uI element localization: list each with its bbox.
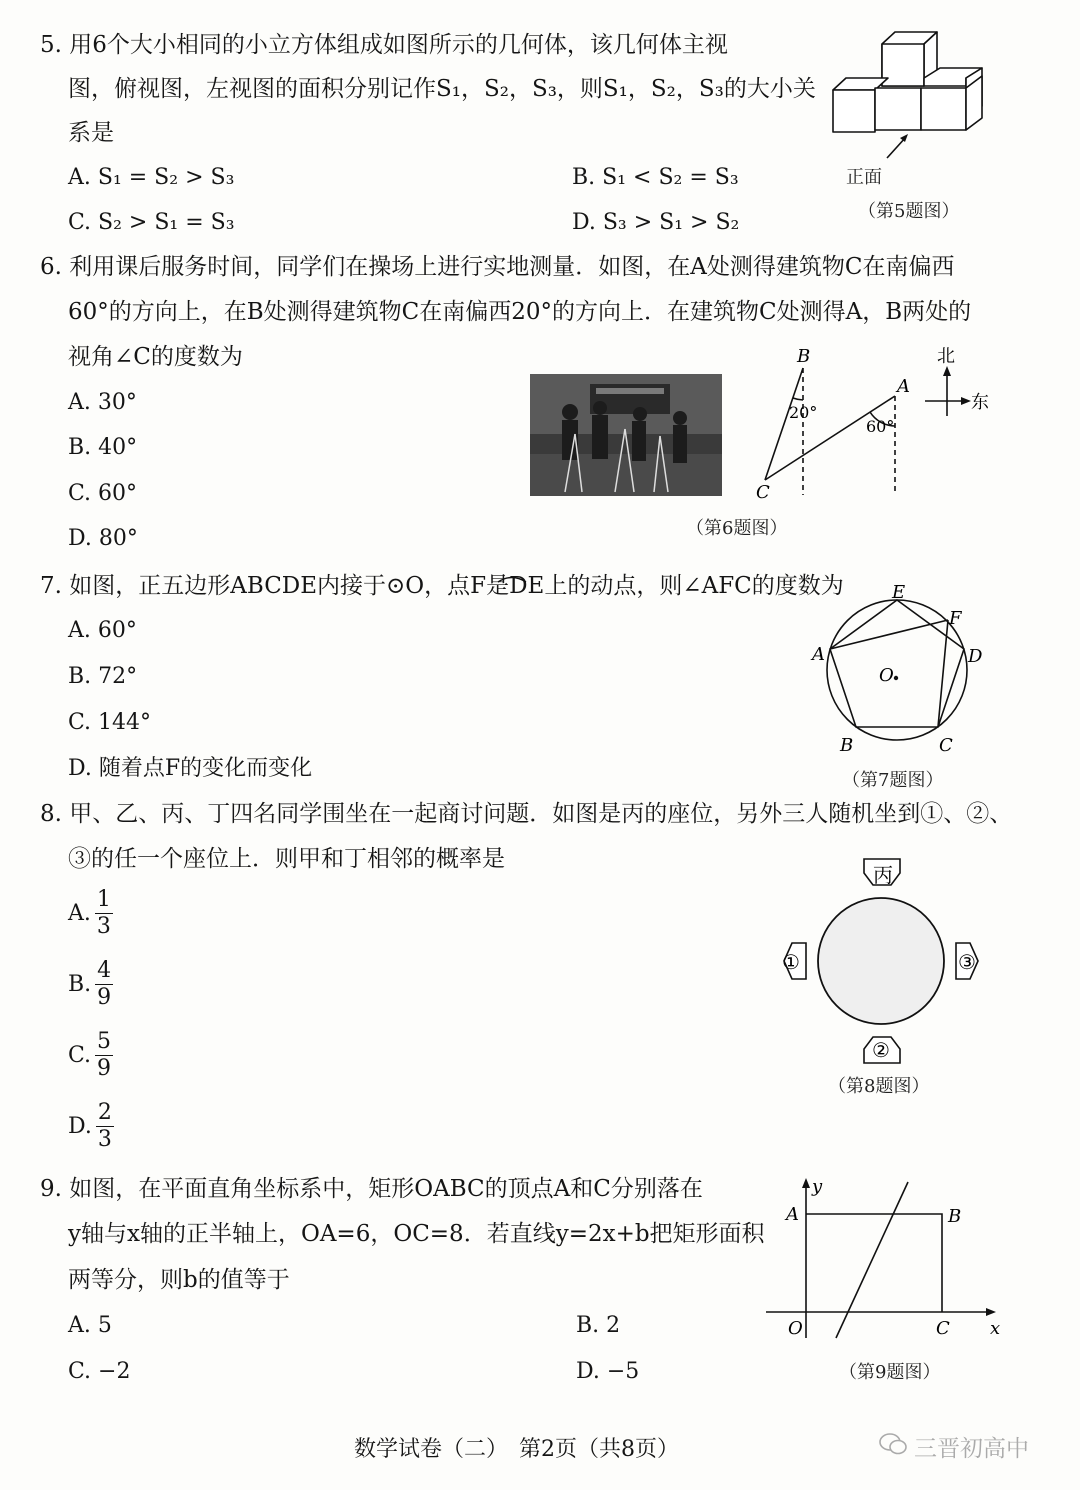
q7-text-line1: 7. 如图，正五边形ABCDE内接于⊙O，点F是DE上的动点，则∠AFC的度数为 [40, 573, 844, 599]
q8-option-c: C. $\frac{5}{9}$ [68, 1029, 112, 1081]
q7-option-a: A. 60° [68, 618, 137, 643]
q5-option-a: A. S₁ = S₂ > S₃ [68, 165, 235, 190]
q7-caption: （第7题图） [842, 770, 944, 791]
q8-caption: （第8题图） [828, 1076, 930, 1097]
q6-label-c: C [756, 482, 770, 503]
q7-label-f: F [949, 608, 962, 629]
q7-label-a: A [812, 644, 825, 665]
q5-option-b: B. S₁ < S₂ = S₃ [572, 165, 739, 190]
q8-seat-left: ① [782, 950, 800, 974]
q6-north-label: 北 [937, 346, 955, 367]
q8-text-line2: ③的任一个座位上．则甲和丁相邻的概率是 [68, 846, 505, 872]
q8-option-b: B. $\frac{4}{9}$ [68, 958, 112, 1010]
q6-option-c: C. 60° [68, 481, 138, 506]
q6-option-d: D. 80° [68, 526, 138, 551]
q9-label-y: y [812, 1176, 823, 1197]
watermark-text: 三晋初高中 [914, 1436, 1029, 1462]
q9-label-x: x [990, 1318, 1001, 1339]
q8-seat-bottom: ② [872, 1038, 890, 1062]
q5-cube-figure [820, 30, 990, 165]
q5-option-c: C. S₂ > S₁ = S₃ [68, 210, 235, 235]
q8-text-line1: 8. 甲、乙、丙、丁四名同学围坐在一起商讨问题．如图是丙的座位，另外三人随机坐到①、②、 [40, 801, 1013, 827]
q9-label-c: C [936, 1318, 950, 1339]
q7-option-c: C. 144° [68, 710, 152, 735]
q9-option-a: A. 5 [68, 1313, 112, 1338]
q9-option-c: C. −2 [68, 1359, 131, 1384]
q5-text-line3: 系是 [68, 120, 114, 146]
q5-option-d: D. S₃ > S₁ > S₂ [572, 210, 740, 235]
q6-option-b: B. 40° [68, 435, 138, 460]
q8-seat-top: 丙 [873, 863, 893, 887]
q5-front-label: 正面 [846, 167, 882, 188]
q7-label-b: B [840, 735, 854, 756]
q6-text-line2: 60°的方向上，在B处测得建筑物C在南偏西20°的方向上．在建筑物C处测得A，B两处的 [68, 299, 972, 325]
q9-label-b: B [948, 1206, 962, 1227]
q6-text-line1: 6. 利用课后服务时间，同学们在操场上进行实地测量．如图，在A处测得建筑物C在南偏西 [40, 254, 955, 280]
q8-seat-right: ③ [958, 950, 976, 974]
q5-caption: （第5题图） [858, 201, 960, 222]
q6-east-label: 东 [971, 392, 989, 413]
q8-option-d: D. $\frac{2}{3}$ [68, 1100, 112, 1152]
q5-text-line2: 图，俯视图，左视图的面积分别记作S₁，S₂，S₃，则S₁，S₂，S₃的大小关 [68, 76, 816, 102]
q9-caption: （第9题图） [839, 1362, 941, 1383]
q7-label-d: D [968, 646, 983, 667]
q9-text-line2: y轴与x轴的正半轴上，OA=6，OC=8．若直线y=2x+b把矩形面积 [68, 1221, 765, 1247]
q9-coordinate-figure [762, 1172, 1002, 1347]
q9-label-o: O [788, 1318, 803, 1339]
q9-option-d: D. −5 [576, 1359, 640, 1384]
q6-bearing-diagram [745, 340, 1000, 505]
q7-label-o: O [879, 665, 894, 686]
page-footer: 数学试卷（二） 第2页（共8页） [354, 1437, 679, 1462]
q6-option-a: A. 30° [68, 390, 137, 415]
q6-caption: （第6题图） [686, 518, 788, 539]
q7-option-d: D. 随着点F的变化而变化 [68, 756, 313, 781]
q6-label-b: B [797, 346, 811, 367]
q7-label-e: E [892, 582, 906, 603]
q5-text-line1: 5. 用6个大小相同的小立方体组成如图所示的几何体，该几何体主视 [40, 32, 728, 58]
q6-photo-students-measuring [530, 374, 722, 496]
q7-pentagon-circle-figure [805, 582, 985, 760]
q8-seat-diagram [770, 855, 995, 1065]
q6-angle-60: 60° [866, 417, 895, 436]
wechat-icon [878, 1432, 908, 1460]
q6-angle-20: 20° [789, 403, 818, 422]
q9-text-line3: 两等分，则b的值等于 [68, 1267, 290, 1293]
q6-text-line3: 视角∠C的度数为 [68, 344, 243, 370]
q7-label-c: C [939, 735, 953, 756]
q9-label-a: A [786, 1204, 799, 1225]
q9-text-line1: 9. 如图，在平面直角坐标系中，矩形OABC的顶点A和C分别落在 [40, 1176, 703, 1202]
q9-option-b: B. 2 [576, 1313, 621, 1338]
q7-arc-mark [497, 568, 527, 574]
q8-option-a: A. $\frac{1}{3}$ [68, 887, 111, 939]
q6-label-a: A [897, 376, 910, 397]
q7-option-b: B. 72° [68, 664, 138, 689]
